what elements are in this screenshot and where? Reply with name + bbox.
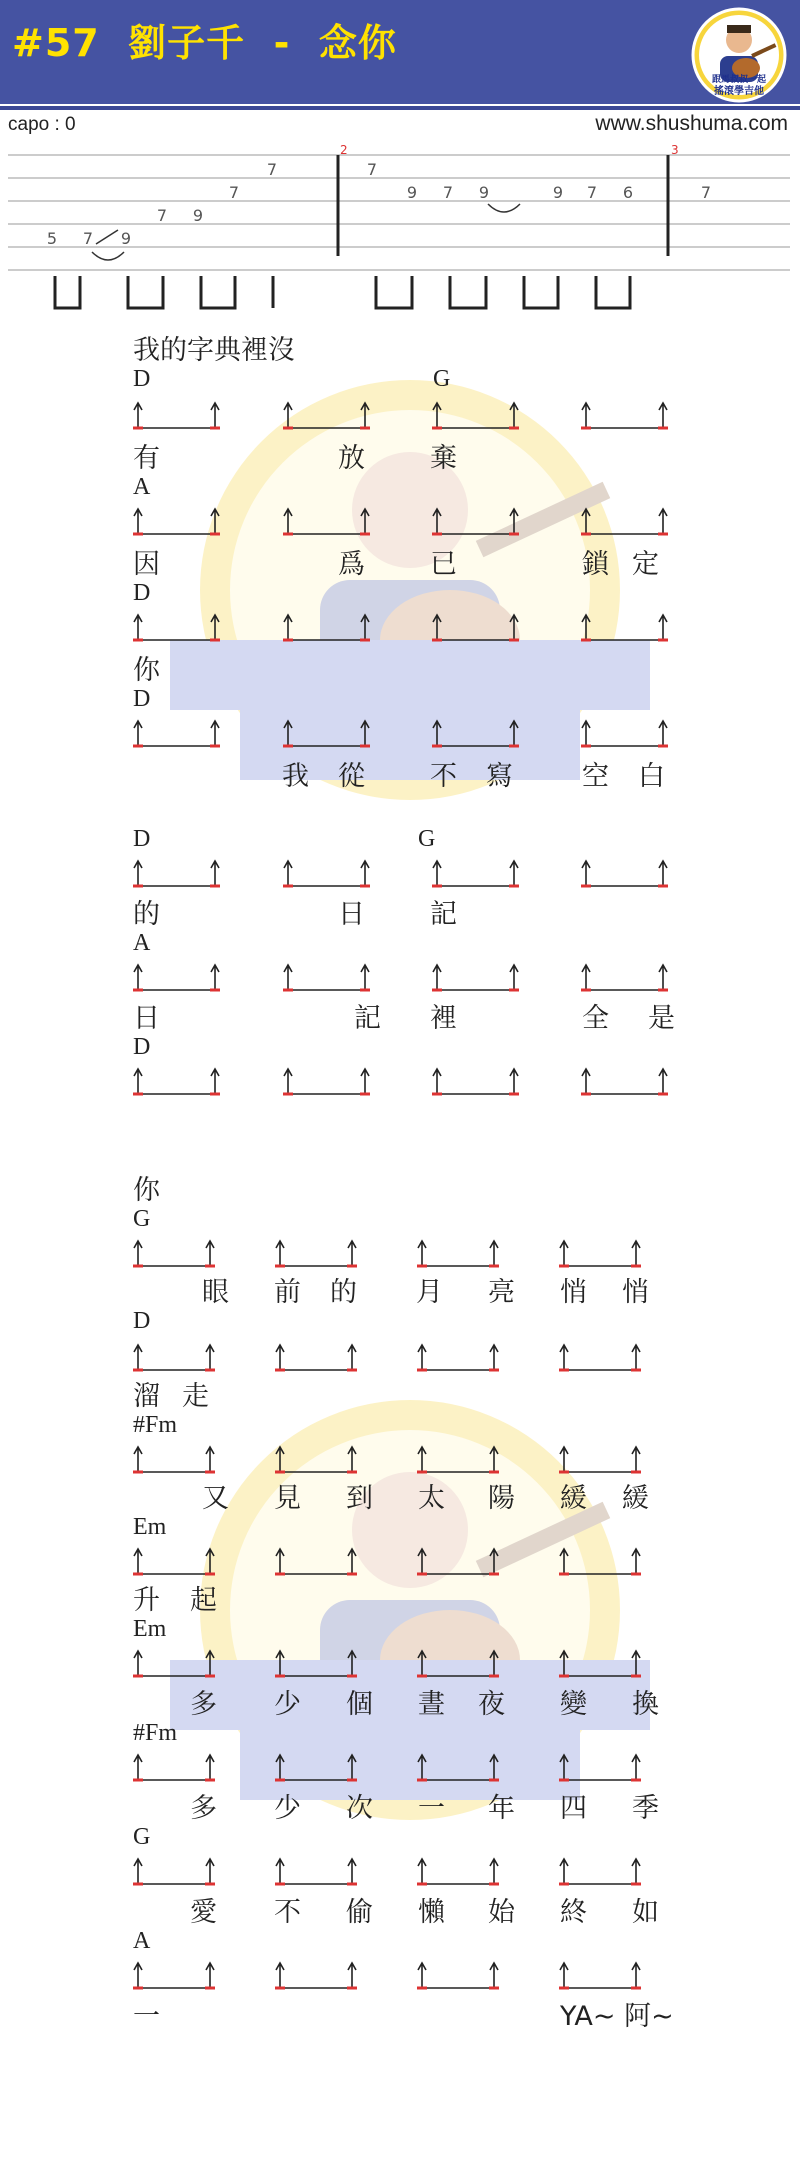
lyric-char: 記: [354, 1003, 381, 1034]
lyric-char: 多: [190, 1689, 217, 1720]
chord-label: Em: [133, 1514, 167, 1540]
chord-label: D: [133, 580, 151, 606]
lyric-char: 緩: [560, 1483, 587, 1514]
tab-note: 9: [552, 183, 564, 202]
lyric-char: 眼: [202, 1277, 229, 1308]
logo-text-bottom: 搖滾學吉他: [714, 86, 764, 97]
tab-note: 9: [478, 183, 490, 202]
lyric-char: 偷: [346, 1897, 373, 1928]
lyric-char: YA~ 阿~: [560, 2001, 674, 2032]
lyric-char: 升: [133, 1585, 160, 1616]
strum-pattern: [125, 1546, 685, 1580]
chord-label: D: [133, 1308, 151, 1334]
tab-note: 7: [366, 160, 378, 179]
rhythm-marks: [55, 276, 630, 308]
lyric-char: 懶: [418, 1897, 445, 1928]
chord-label: D: [133, 826, 151, 852]
lyric-char: 你: [133, 655, 160, 686]
strum-pattern: [125, 1238, 685, 1272]
chord-label: #Fm: [133, 1720, 178, 1746]
tab-note: 7: [228, 183, 240, 202]
strum-pattern: [125, 718, 685, 752]
lyric-char: 的: [133, 899, 160, 930]
tab-note: 9: [406, 183, 418, 202]
tab-note: 7: [82, 229, 94, 248]
lyric-char: 季: [632, 1793, 659, 1824]
lyric-char: 陽: [488, 1483, 515, 1514]
header-divider: [0, 106, 800, 110]
lyric-char: 全: [582, 1003, 609, 1034]
chord-label: Em: [133, 1616, 167, 1642]
logo-text-top: 跟馬叔叔一起: [711, 75, 767, 85]
lyric-char: 見: [274, 1483, 301, 1514]
lyric-char: 個: [346, 1689, 373, 1720]
lyric-char: 晝: [418, 1689, 445, 1720]
lyric-intro: 我的字典裡沒: [133, 335, 295, 366]
lyric-char: 放: [338, 443, 365, 474]
lyric-char: 前: [274, 1277, 301, 1308]
website-link[interactable]: www.shushuma.com: [595, 112, 788, 135]
lyric-char: 棄: [430, 443, 457, 474]
tab-note: 9: [192, 206, 204, 225]
lyric-char: 始: [488, 1897, 515, 1928]
chord-label: G: [433, 366, 451, 392]
lyric-char: 亮: [488, 1277, 515, 1308]
chord-label: G: [133, 1206, 151, 1232]
chord-label: G: [133, 1824, 151, 1850]
strum-pattern: [125, 962, 685, 996]
strum-pattern: [125, 858, 685, 892]
chord-label: A: [133, 930, 151, 956]
strum-pattern: [125, 1648, 685, 1682]
tab-note: 7: [156, 206, 168, 225]
tab-note: 7: [442, 183, 454, 202]
slide-mark: [96, 230, 118, 244]
tablature: [0, 140, 800, 320]
measure-number: 2: [340, 143, 348, 157]
chord-label: D: [133, 1034, 151, 1060]
lyric-char: 溜: [133, 1381, 160, 1412]
chord-label: A: [133, 1928, 151, 1954]
strum-pattern: [125, 612, 685, 646]
lyric-char: 記: [430, 899, 457, 930]
lyric-char: 不: [430, 761, 457, 792]
lyric-char: 白: [638, 761, 665, 792]
tie-arc: [488, 204, 520, 212]
lyric-char: 有: [133, 443, 160, 474]
lyric-char: 因: [133, 549, 160, 580]
lyric-char: 空: [582, 761, 609, 792]
lyric-char: 到: [346, 1483, 373, 1514]
song-title: #57 劉子千 - 念你: [12, 21, 397, 65]
lyric-char: 鎖: [582, 549, 609, 580]
lyric-char: 月: [416, 1277, 443, 1308]
lyric-char: 夜: [478, 1689, 505, 1720]
lyric-char: 日: [338, 899, 365, 930]
lyric-char: 愛: [190, 1897, 217, 1928]
lyric-char: 一: [133, 2001, 160, 2032]
lyric-char: 從: [338, 761, 365, 792]
lyric-char: 寫: [486, 761, 513, 792]
lyric-char: 定: [632, 549, 659, 580]
lyric-char: 走: [182, 1381, 209, 1412]
tab-note: 7: [266, 160, 278, 179]
lyric-char: 是: [648, 1003, 675, 1034]
lyric-char: 變: [560, 1689, 587, 1720]
chord-label: D: [133, 366, 151, 392]
lyric-char: 爲: [338, 549, 365, 580]
lyric-char: 不: [274, 1897, 301, 1928]
lyric-char: 終: [560, 1897, 587, 1928]
tab-note: 7: [586, 183, 598, 202]
capo-label: capo : 0: [8, 114, 76, 135]
lyric-intro: 你: [133, 1175, 160, 1206]
lyric-char: 悄: [622, 1277, 649, 1308]
lyric-char: 多: [190, 1793, 217, 1824]
strum-pattern: [125, 1066, 685, 1100]
lyric-char: 悄: [560, 1277, 587, 1308]
chord-label: #Fm: [133, 1412, 178, 1438]
chord-label: G: [418, 826, 436, 852]
lyric-char: 年: [488, 1793, 515, 1824]
measure-number: 3: [671, 143, 679, 157]
lyric-char: 少: [274, 1689, 301, 1720]
chord-label: A: [133, 474, 151, 500]
lyric-char: 我: [282, 761, 309, 792]
lyric-char: 太: [418, 1483, 445, 1514]
lyric-char: 次: [346, 1793, 373, 1824]
strum-pattern: [125, 1342, 685, 1376]
lyric-char: 少: [274, 1793, 301, 1824]
lyric-char: 緩: [622, 1483, 649, 1514]
lyric-char: 的: [330, 1277, 357, 1308]
logo: [690, 6, 788, 104]
lyric-char: 已: [430, 549, 457, 580]
strum-pattern: [125, 1752, 685, 1786]
strum-pattern: [125, 1444, 685, 1478]
lyric-char: 四: [560, 1793, 587, 1824]
strum-pattern: [125, 506, 685, 540]
tab-note: 9: [120, 229, 132, 248]
lyric-char: 如: [632, 1897, 659, 1928]
strum-pattern: [125, 400, 685, 434]
lyric-char: 換: [632, 1689, 659, 1720]
chord-label: D: [133, 686, 151, 712]
lyric-char: 起: [190, 1585, 217, 1616]
hammer-on-arc: [92, 252, 124, 260]
tab-note: 6: [622, 183, 634, 202]
tab-note: 5: [46, 229, 58, 248]
tab-note: 7: [700, 183, 712, 202]
lyric-char: 裡: [430, 1003, 457, 1034]
strum-pattern: [125, 1960, 685, 1994]
strum-pattern: [125, 1856, 685, 1890]
lyric-char: 一: [418, 1793, 445, 1824]
lyric-char: 日: [133, 1003, 160, 1034]
lyric-char: 又: [202, 1483, 229, 1514]
